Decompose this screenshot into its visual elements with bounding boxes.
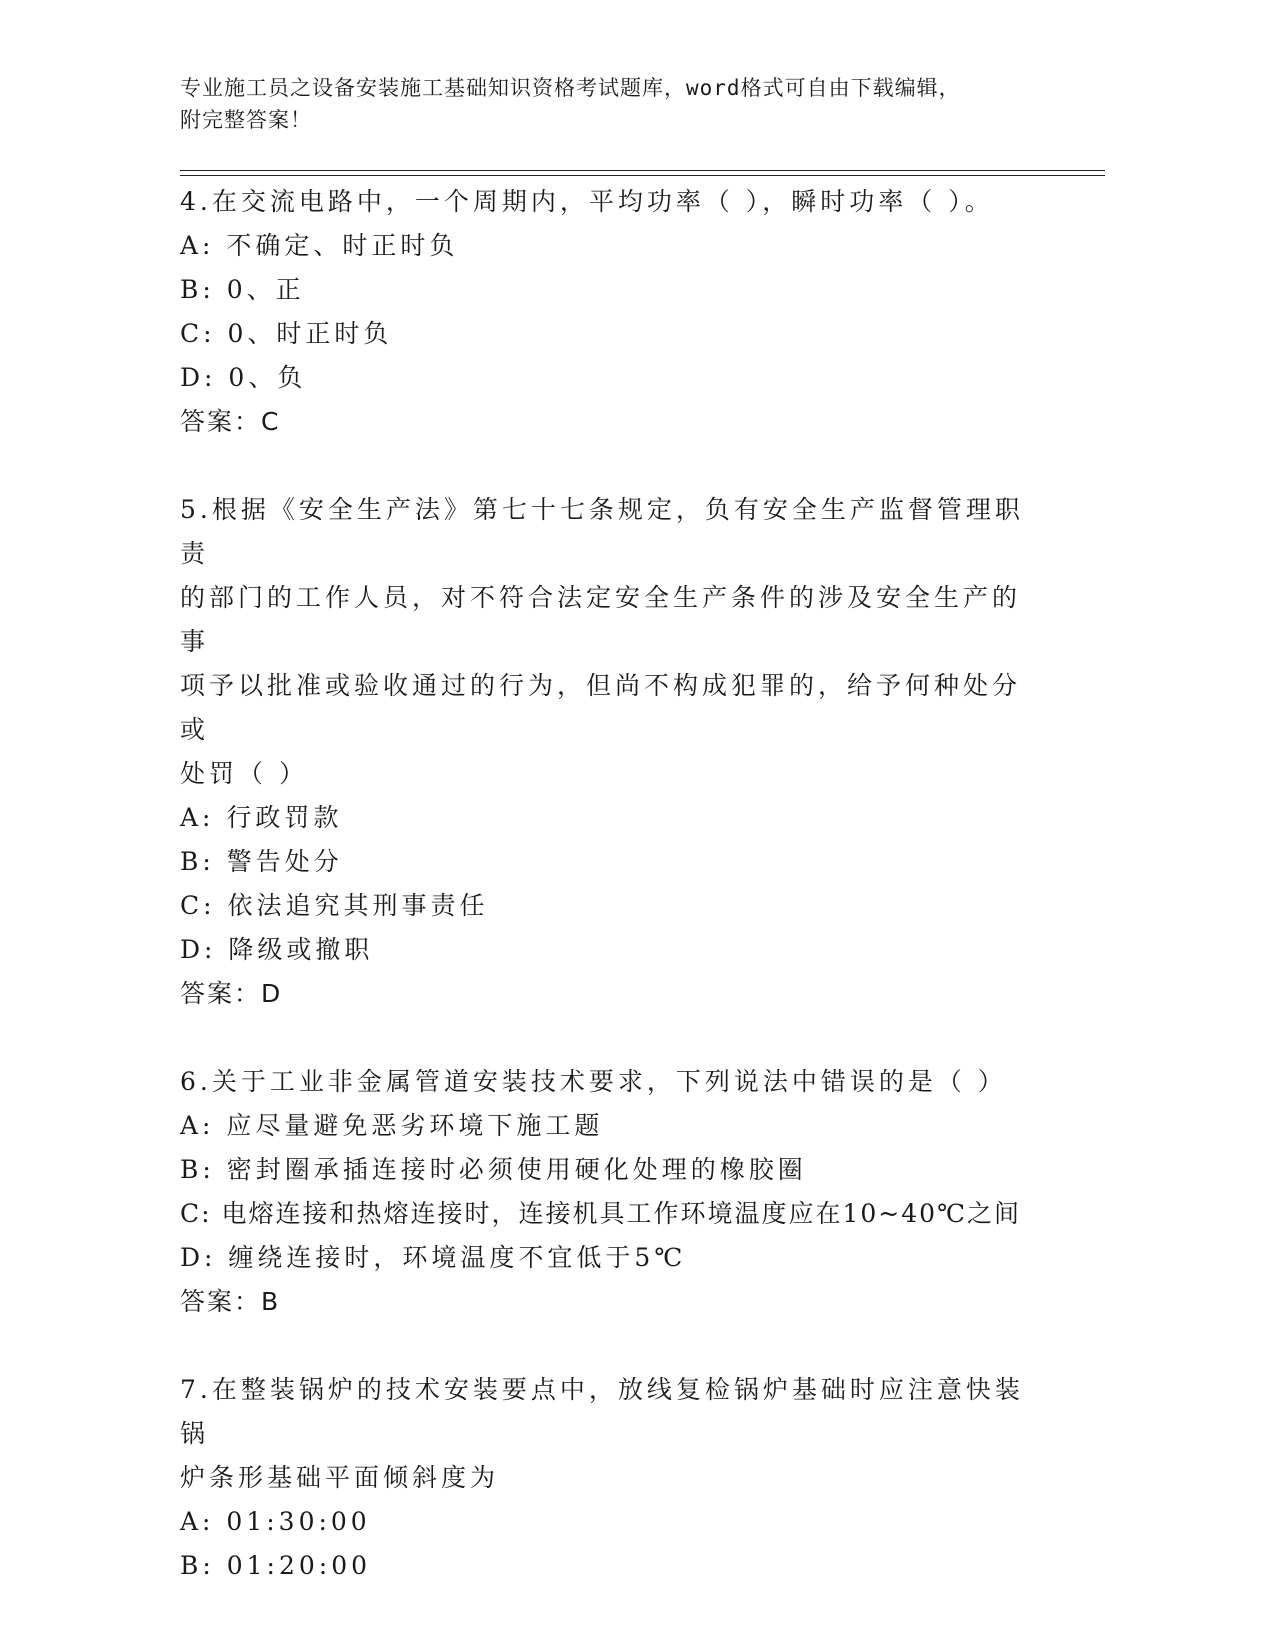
header-divider-bottom	[180, 175, 1105, 176]
option-c: C: 电熔连接和热熔连接时，连接机具工作环境温度应在10~40℃之间	[180, 1199, 1022, 1228]
option-a: A: 不确定、时正时负	[180, 231, 459, 260]
option-a: A: 应尽量避免恶劣环境下施工题	[180, 1111, 604, 1140]
option-b: B: 警告处分	[180, 847, 343, 876]
option-b: B: 0、正	[180, 275, 305, 304]
header-intro-line-2: 附完整答案！	[180, 108, 312, 132]
answer: 答案：C	[180, 407, 281, 436]
question-7	[180, 1368, 1040, 1588]
answer: 答案：B	[180, 1287, 281, 1316]
option-b: B: 密封圈承插连接时必须使用硬化处理的橡胶圈	[180, 1155, 807, 1184]
question-stem-line-2: 的部门的工作人员，对不符合法定安全生产条件的涉及安全生产的事	[180, 583, 1022, 656]
option-a: A: 01:30:00	[180, 1507, 371, 1536]
question-stem-line-4: 处罚（ ）	[180, 759, 308, 788]
option-d: D: 缠绕连接时，环境温度不宜低于5℃	[180, 1243, 687, 1272]
question-stem-line-2: 炉条形基础平面倾斜度为	[180, 1463, 500, 1492]
option-a: A: 行政罚款	[180, 803, 343, 832]
question-stem: 4.在交流电路中，一个周期内，平均功率（ ），瞬时功率（ ）。	[180, 187, 994, 216]
question-stem-line-1: 7.在整装锅炉的技术安装要点中，放线复检锅炉基础时应注意快装锅	[180, 1375, 1024, 1448]
question-stem: 6.关于工业非金属管道安装技术要求，下列说法中错误的是（ ）	[180, 1067, 1007, 1096]
header-divider-top	[180, 170, 1105, 171]
option-c: C: 0、时正时负	[180, 319, 393, 348]
question-list	[180, 180, 1040, 1632]
question-6	[180, 1060, 1040, 1324]
option-c: C: 依法追究其刑事责任	[180, 891, 489, 920]
question-stem-line-1: 5.根据《安全生产法》第七十七条规定，负有安全生产监督管理职责	[180, 495, 1024, 568]
question-4	[180, 180, 1040, 444]
document-header	[180, 72, 1060, 136]
question-5	[180, 488, 1040, 1016]
option-d: D: 0、负	[180, 363, 307, 392]
answer: 答案：D	[180, 979, 283, 1008]
question-stem-line-3: 项予以批准或验收通过的行为，但尚不构成犯罪的，给予何种处分或	[180, 671, 1022, 744]
header-intro-line-1: 专业施工员之设备安装施工基础知识资格考试题库，word格式可自由下载编辑，	[180, 76, 961, 100]
option-b: B: 01:20:00	[180, 1551, 372, 1580]
option-d: D: 降级或撤职	[180, 935, 374, 964]
